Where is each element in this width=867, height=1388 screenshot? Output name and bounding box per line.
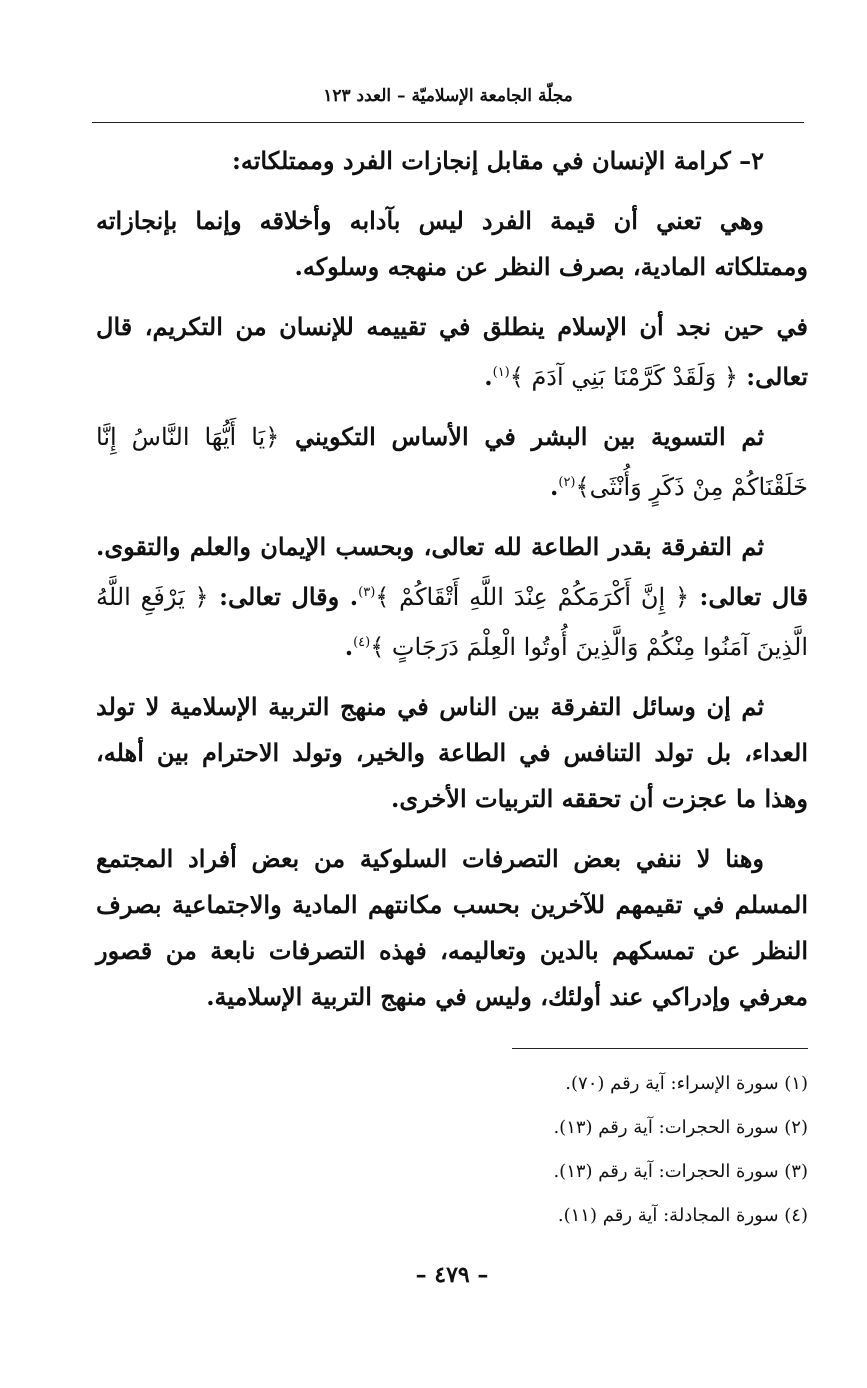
paragraph-4-end: . [344, 632, 354, 661]
footnote-item: (١) سورة الإسراء: آية رقم (٧٠). [565, 1073, 808, 1094]
footnote-mark-2: (٢) [558, 475, 576, 490]
running-header: مجلّة الجامعة الإسلاميّة – العدد ١٢٣ [323, 86, 573, 106]
quran-verse-2: ﴿يَا أَيُّهَا النَّاسُ إِنَّا خَلَقْنَاكُمْ مِنْ ذَكَرٍ وَأُنْثَى﴾ [96, 423, 808, 501]
paragraph-1: وهي تعني أن قيمة الفرد ليس بآدابه وأخلاقه وإنما بإنجازاته وممتلكاته المادية، بصرف النظر عن منهجه وسلوكه. [96, 206, 808, 281]
main-text [96, 138, 808, 1034]
quran-verse-4: ﴿ يَرْفَعِ اللَّهُ الَّذِينَ آمَنُوا مِنْكُمْ وَالَّذِينَ أُوتُوا الْعِلْمَ دَرَجَاتٍ ﴾ [96, 583, 808, 661]
paragraph-2-lead: في حين نجد أن الإسلام ينطلق في تقييمه للإنسان من التكريم، قال تعالى: [96, 312, 808, 391]
header-divider [92, 122, 804, 123]
paragraph-3-lead: ثم التسوية بين البشر في الأساس التكويني [295, 422, 765, 451]
footnote-item: (٣) سورة الحجرات: آية رقم (١٣). [553, 1161, 808, 1182]
paragraph-5: ثم إن وسائل التفرقة بين الناس في منهج التربية الإسلامية لا تولد العداء، بل تولد التنافس في الطاعة والخير، وتولد الاحترام بين أهله، وهذا ما عجزت أن تحققه التربيات الأخرى. [96, 692, 808, 813]
paragraph-2-end: . [484, 362, 493, 391]
footnote-divider [512, 1048, 808, 1049]
footnote-item: (٢) سورة الحجرات: آية رقم (١٣). [553, 1117, 808, 1138]
footnotes [96, 1062, 808, 1238]
paragraph-4 [96, 524, 808, 670]
quran-verse-1: ﴿ وَلَقَدْ كَرَّمْنَا بَنِي آدَمَ ﴾ [509, 363, 738, 391]
footnote-mark-4: (٤) [353, 635, 371, 650]
page-number: – ٤٧٩ – [415, 1262, 489, 1288]
paragraph-3 [96, 414, 808, 510]
footnote-item: (٤) سورة المجادلة: آية رقم (١١). [557, 1205, 808, 1226]
section-heading: ٢– كرامة الإنسان في مقابل إنجازات الفرد وممتلكاته: [232, 146, 764, 175]
footnote-mark-1: (١) [492, 365, 510, 380]
paragraph-2 [96, 304, 808, 400]
footnote-mark-3: (٣) [358, 585, 376, 600]
paragraph-4-lead: ثم التفرقة بقدر الطاعة لله تعالى، وبحسب الإيمان والعلم والتقوى. قال تعالى: [96, 532, 809, 611]
paragraph-4-mid: . وقال تعالى: [219, 582, 359, 611]
quran-verse-3: ﴿ إِنَّ أَكْرَمَكُمْ عِنْدَ اللَّهِ أَتْقَاكُمْ ﴾ [375, 583, 690, 611]
paragraph-3-end: . [550, 472, 559, 501]
paragraph-6: وهنا لا ننفي بعض التصرفات السلوكية من بعض أفراد المجتمع المسلم في تقيمهم للآخرين بحسب مكانتهم المادية والاجتماعية بصرف النظر عن تمسكهم بالدين وتعاليمه، فهذه التصرفات نابعة من قصور معرفي وإدراكي عند أولئك، وليس في منهج التربية الإسلامية. [96, 844, 808, 1011]
